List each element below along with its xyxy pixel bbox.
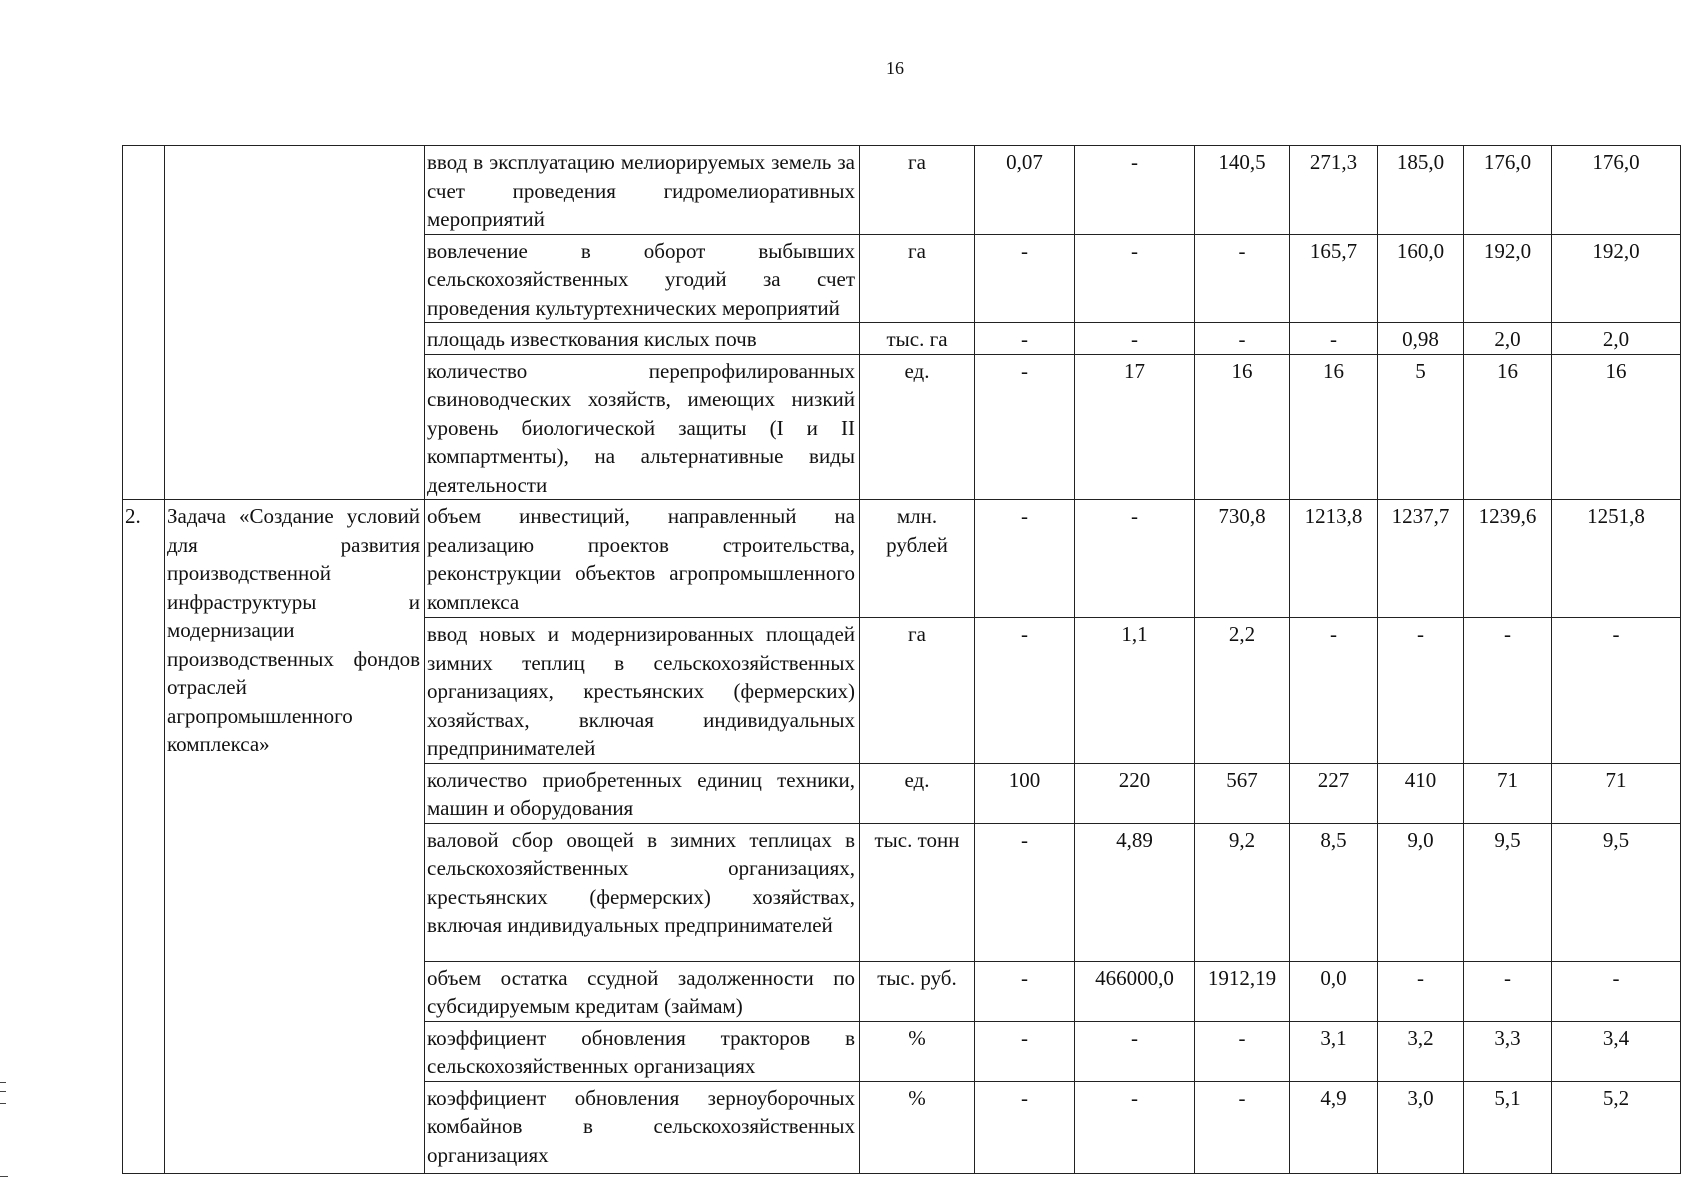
unit-cell: тыс. га bbox=[860, 323, 975, 355]
value-cell: - bbox=[1075, 500, 1195, 618]
value-cell: 2,0 bbox=[1552, 323, 1681, 355]
value-cell: - bbox=[1290, 323, 1378, 355]
value-cell: 730,8 bbox=[1195, 500, 1290, 618]
margin-mark bbox=[0, 1082, 6, 1104]
value-cell: 192,0 bbox=[1552, 234, 1681, 323]
value-cell: 2,0 bbox=[1464, 323, 1552, 355]
value-cell: - bbox=[1378, 961, 1464, 1021]
value-cell: 1237,7 bbox=[1378, 500, 1464, 618]
value-cell: 71 bbox=[1464, 763, 1552, 823]
value-cell: 5,1 bbox=[1464, 1081, 1552, 1173]
value-cell: 3,4 bbox=[1552, 1021, 1681, 1081]
value-cell: 4,89 bbox=[1075, 823, 1195, 961]
value-cell: 0,0 bbox=[1290, 961, 1378, 1021]
value-cell: - bbox=[975, 961, 1075, 1021]
value-cell: 9,5 bbox=[1464, 823, 1552, 961]
value-cell: - bbox=[975, 1081, 1075, 1173]
value-cell: - bbox=[1075, 146, 1195, 235]
value-cell: 1213,8 bbox=[1290, 500, 1378, 618]
value-cell: - bbox=[1464, 961, 1552, 1021]
value-cell: 3,1 bbox=[1290, 1021, 1378, 1081]
value-cell: - bbox=[1075, 234, 1195, 323]
unit-cell: ед. bbox=[860, 354, 975, 500]
value-cell: - bbox=[1195, 1021, 1290, 1081]
value-cell: 71 bbox=[1552, 763, 1681, 823]
row-number-cell-empty bbox=[123, 146, 165, 500]
indicator-cell: коэффициент обновления тракторов в сельскохозяйственных организациях bbox=[425, 1021, 860, 1081]
value-cell: 176,0 bbox=[1464, 146, 1552, 235]
value-cell: - bbox=[975, 823, 1075, 961]
value-cell: 16 bbox=[1464, 354, 1552, 500]
value-cell: 16 bbox=[1552, 354, 1681, 500]
value-cell: 9,2 bbox=[1195, 823, 1290, 961]
indicator-cell: объем остатка ссудной задолженности по субсидируемым кредитам (займам) bbox=[425, 961, 860, 1021]
value-cell: 3,2 bbox=[1378, 1021, 1464, 1081]
value-cell: 3,0 bbox=[1378, 1081, 1464, 1173]
value-cell: 2,2 bbox=[1195, 618, 1290, 764]
value-cell: - bbox=[1195, 1081, 1290, 1173]
value-cell: 1,1 bbox=[1075, 618, 1195, 764]
task-cell-empty bbox=[165, 146, 425, 500]
value-cell: 140,5 bbox=[1195, 146, 1290, 235]
value-cell: 185,0 bbox=[1378, 146, 1464, 235]
margin-dash bbox=[0, 1176, 8, 1177]
value-cell: - bbox=[1195, 323, 1290, 355]
value-cell: 1912,19 bbox=[1195, 961, 1290, 1021]
indicators-table bbox=[122, 145, 1681, 1174]
indicator-cell: вовлечение в оборот выбывших сельскохозяйственных угодий за счет проведения культуртехнических мероприятий bbox=[425, 234, 860, 323]
indicator-cell: ввод новых и модернизированных площадей зимних теплиц в сельскохозяйственных организациях, крестьянских (фермерских) хозяйствах, включая индивидуальных предпринимателей bbox=[425, 618, 860, 764]
value-cell: - bbox=[975, 354, 1075, 500]
value-cell: 165,7 bbox=[1290, 234, 1378, 323]
value-cell: - bbox=[1378, 618, 1464, 764]
value-cell: 16 bbox=[1290, 354, 1378, 500]
value-cell: - bbox=[1075, 1081, 1195, 1173]
value-cell: 0,98 bbox=[1378, 323, 1464, 355]
value-cell: 5,2 bbox=[1552, 1081, 1681, 1173]
value-cell: 17 bbox=[1075, 354, 1195, 500]
value-cell: 1251,8 bbox=[1552, 500, 1681, 618]
task-description-cell: Задача «Создание условий для развития производственной инфраструктуры и модернизации производственных фондов отраслей агропромышленного комплекса» bbox=[165, 500, 425, 1174]
value-cell: 176,0 bbox=[1552, 146, 1681, 235]
value-cell: - bbox=[975, 234, 1075, 323]
indicator-cell: площадь известкования кислых почв bbox=[425, 323, 860, 355]
value-cell: 16 bbox=[1195, 354, 1290, 500]
value-cell: 220 bbox=[1075, 763, 1195, 823]
indicator-cell: количество перепрофилированных свиноводческих хозяйств, имеющих низкий уровень биологической защиты (I и II компартменты), на альтернативные виды деятельности bbox=[425, 354, 860, 500]
value-cell: - bbox=[975, 500, 1075, 618]
value-cell: - bbox=[1075, 323, 1195, 355]
value-cell: - bbox=[1464, 618, 1552, 764]
value-cell: 192,0 bbox=[1464, 234, 1552, 323]
value-cell: 271,3 bbox=[1290, 146, 1378, 235]
value-cell: 3,3 bbox=[1464, 1021, 1552, 1081]
unit-cell: % bbox=[860, 1081, 975, 1173]
unit-cell: тыс. руб. bbox=[860, 961, 975, 1021]
value-cell: 227 bbox=[1290, 763, 1378, 823]
table-row bbox=[123, 500, 1681, 618]
indicator-cell: объем инвестиций, направленный на реализацию проектов строительства, реконструкции объектов агропромышленного комплекса bbox=[425, 500, 860, 618]
unit-cell: ед. bbox=[860, 763, 975, 823]
value-cell: 410 bbox=[1378, 763, 1464, 823]
value-cell: 160,0 bbox=[1378, 234, 1464, 323]
indicator-cell: коэффициент обновления зерноуборочных комбайнов в сельскохозяйственных организациях bbox=[425, 1081, 860, 1173]
value-cell: - bbox=[1195, 234, 1290, 323]
value-cell: 1239,6 bbox=[1464, 500, 1552, 618]
table-row bbox=[123, 146, 1681, 235]
indicator-cell: количество приобретенных единиц техники, машин и оборудования bbox=[425, 763, 860, 823]
value-cell: 4,9 bbox=[1290, 1081, 1378, 1173]
value-cell: 5 bbox=[1378, 354, 1464, 500]
unit-cell: га bbox=[860, 618, 975, 764]
value-cell: - bbox=[1290, 618, 1378, 764]
value-cell: 567 bbox=[1195, 763, 1290, 823]
unit-cell: % bbox=[860, 1021, 975, 1081]
unit-cell: тыс. тонн bbox=[860, 823, 975, 961]
value-cell: - bbox=[1552, 961, 1681, 1021]
unit-cell: млн. рублей bbox=[860, 500, 975, 618]
indicator-cell: валовой сбор овощей в зимних теплицах в сельскохозяйственных организациях, крестьянских (фермерских) хозяйствах, включая индивидуальных предпринимателей bbox=[425, 823, 860, 961]
value-cell: 9,0 bbox=[1378, 823, 1464, 961]
value-cell: 8,5 bbox=[1290, 823, 1378, 961]
value-cell: 466000,0 bbox=[1075, 961, 1195, 1021]
value-cell: - bbox=[975, 323, 1075, 355]
unit-cell: га bbox=[860, 146, 975, 235]
value-cell: 0,07 bbox=[975, 146, 1075, 235]
value-cell: - bbox=[1075, 1021, 1195, 1081]
table-body bbox=[123, 146, 1681, 1174]
value-cell: - bbox=[975, 1021, 1075, 1081]
page-number: 16 bbox=[886, 58, 904, 78]
value-cell: 9,5 bbox=[1552, 823, 1681, 961]
indicator-cell: ввод в эксплуатацию мелиорируемых земель за счет проведения гидромелиоративных мероприятий bbox=[425, 146, 860, 235]
value-cell: - bbox=[975, 618, 1075, 764]
value-cell: - bbox=[1552, 618, 1681, 764]
unit-cell: га bbox=[860, 234, 975, 323]
task-number-cell: 2. bbox=[123, 500, 165, 1174]
value-cell: 100 bbox=[975, 763, 1075, 823]
